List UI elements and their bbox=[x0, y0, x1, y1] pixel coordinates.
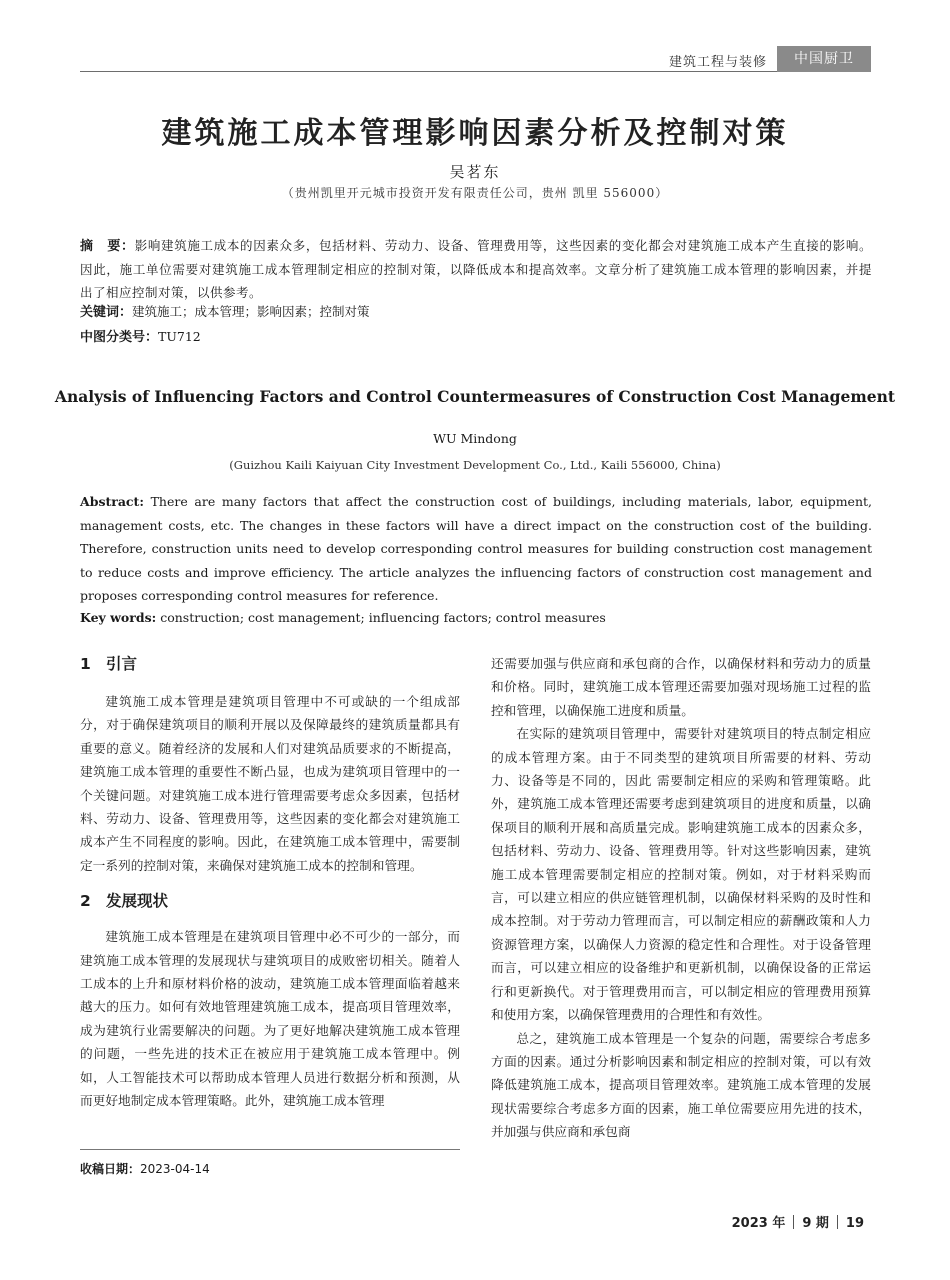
section-title: 发展现状 bbox=[106, 892, 169, 911]
page-footer bbox=[732, 1212, 864, 1231]
abstract-text-cn: 影响建筑施工成本的因素众多，包括材料、劳动力、设备、管理费用等，这些因素的变化都会对建筑施工成本产生直接的影响。因此，施工单位需要对建筑施工成本管理制定相应的控制对策，以降低成本和提高效率。文章分析了建筑施工成本管理的影响因素，并提出了相应控制对策，以供参考。 bbox=[80, 238, 872, 300]
abstract-cn bbox=[80, 234, 872, 304]
clc-value: TU712 bbox=[158, 329, 201, 344]
abstract-label-en: Abstract: bbox=[80, 494, 144, 509]
journal-section: 建筑工程与装修 bbox=[668, 55, 767, 70]
section-heading-introduction bbox=[80, 652, 460, 676]
page-number: 19 bbox=[845, 1216, 864, 1231]
clc-label: 中图分类号： bbox=[80, 330, 159, 345]
issue-year: 2023 年 bbox=[731, 1216, 786, 1231]
keywords-label-cn: 关键词： bbox=[80, 305, 133, 320]
keywords-text-cn: 建筑施工；成本管理；影响因素；控制对策 bbox=[132, 304, 370, 319]
body-column-left bbox=[80, 652, 460, 1113]
keywords-cn bbox=[80, 302, 872, 323]
footnote-rule bbox=[80, 1149, 460, 1150]
header-rule bbox=[80, 71, 871, 72]
affiliation-cn: （贵州凯里开元城市投资开发有限责任公司，贵州 凯里 556000） bbox=[281, 186, 669, 200]
journal-name-badge: 中国厨卫 bbox=[777, 46, 871, 72]
article-title-en: Analysis of Influencing Factors and Control Countermeasures of Construction Cost Management bbox=[54, 387, 896, 406]
article-title-cn: 建筑施工成本管理影响因素分析及控制对策 bbox=[161, 116, 789, 151]
footer-separator bbox=[837, 1215, 838, 1229]
received-date-label: 收稿日期： bbox=[80, 1162, 141, 1176]
keywords-en bbox=[80, 607, 872, 629]
footer-separator bbox=[793, 1215, 794, 1229]
section-title: 引言 bbox=[106, 655, 138, 673]
paragraph: 还需要加强与供应商和承包商的合作，以确保材料和劳动力的质量和价格。同时，建筑施工成本管理还需要加强对现场施工过程的监控和管理，以确保施工进度和质量。 bbox=[491, 656, 871, 718]
affiliation-en: (Guizhou Kaili Kaiyuan City Investment Development Co., Ltd., Kaili 556000, China) bbox=[229, 458, 721, 472]
keywords-label-en: Key words: bbox=[80, 610, 157, 625]
issue-number: 9 期 bbox=[802, 1216, 829, 1231]
classification-number bbox=[80, 327, 872, 348]
running-header bbox=[0, 46, 871, 72]
author-cn: 吴茗东 bbox=[449, 163, 501, 181]
paragraph: 建筑施工成本管理是在建筑项目管理中必不可少的一部分，而建筑施工成本管理的发展现状与建筑项目的成败密切相关。随着人工成本的上升和原材料价格的波动，建筑施工成本管理面临着越来越大的压力。如何有效地管理建筑施工成本，提高项目管理效率，成为建筑行业需要解决的问题。为了更好地解决建筑施工成本管理的问题，一些先进的技术正在被应用于建筑施工成本管理中。例如，人工智能技术可以帮助成本管理人员进行数据分析和预测，从而更好地制定成本管理策略。此外，建筑施工成本管理 bbox=[80, 929, 460, 1109]
author-en: WU Mindong bbox=[433, 431, 517, 446]
paragraph: 总之，建筑施工成本管理是一个复杂的问题，需要综合考虑多方面的因素。通过分析影响因素和制定相应的控制对策，可以有效降低建筑施工成本，提高项目管理效率。建筑施工成本管理的发展现状需要综合考虑多方面的因素，施工单位需要应用先进的技术，并加强与供应商和承包商 bbox=[491, 1030, 871, 1140]
section-heading-status bbox=[80, 889, 460, 913]
section-number: 2 bbox=[80, 892, 91, 911]
abstract-label-cn: 摘 要： bbox=[80, 239, 135, 254]
body-column-right bbox=[491, 652, 871, 1144]
paragraph: 在实际的建筑项目管理中，需要针对建筑项目的特点制定相应的成本管理方案。由于不同类型的建筑项目所需要的材料、劳动力、设备等是不同的，因此 需要制定相应的采购和管理策略。此外，建筑施工成本管理还需要考虑到建筑项目的进度和质量，以确保项目的顺利开展和高质量完成。影响建筑施工成本的因素众多，包括材料、劳动力、设备、管理费用等。针对这些影响因素，建筑施工成本管理需要制定相应的控制对策。例如，对于材料采购而言，可以建立相应的供应链管理机制，以确保材料采购的及时性和成本控制。对于劳动力管理而言，可以制定相应的薪酬政策和人力资源管理方案，以确保人力资源的稳定性和合理性。对于设备管理而言，可以建立相应的设备维护和更新机制，以确保设备的正常运行和更新换代。对于管理费用而言，可以制定相应的管理费用预算和使用方案，以确保管理费用的合理性和有效性。 bbox=[491, 726, 871, 1023]
abstract-en bbox=[80, 490, 872, 608]
received-date: 2023-04-14 bbox=[140, 1162, 210, 1176]
keywords-text-en: construction; cost management; influencing factors; control measures bbox=[160, 610, 606, 625]
section-number: 1 bbox=[80, 655, 91, 673]
received-date-footnote bbox=[80, 1160, 210, 1177]
paragraph: 建筑施工成本管理是建筑项目管理中不可或缺的一个组成部分，对于确保建筑项目的顺利开展以及保障最终的建筑质量都具有重要的意义。随着经济的发展和人们对建筑品质要求的不断提高，建筑施工成本管理的重要性不断凸显，也成为建筑项目管理中的一个关键问题。对建筑施工成本进行管理需要考虑众多因素，包括材料、劳动力、设备、管理费用等，这些因素的变化都会对建筑施工成本产生不同程度的影响。因此，在建筑施工成本管理中，需要制定一系列的控制对策，来确保对建筑施工成本的控制和管理。 bbox=[80, 694, 460, 873]
abstract-text-en: There are many factors that affect the construction cost of buildings, including materials, labor, equipment, management costs, etc. The changes in these factors will have a direct impact on the construction cost of the building. Therefore, construction units need to develop corresponding control measures for building construction cost management to reduce costs and improve efficiency. The article analyzes the influencing factors of construction cost management and proposes corresponding control measures for reference. bbox=[80, 494, 872, 603]
